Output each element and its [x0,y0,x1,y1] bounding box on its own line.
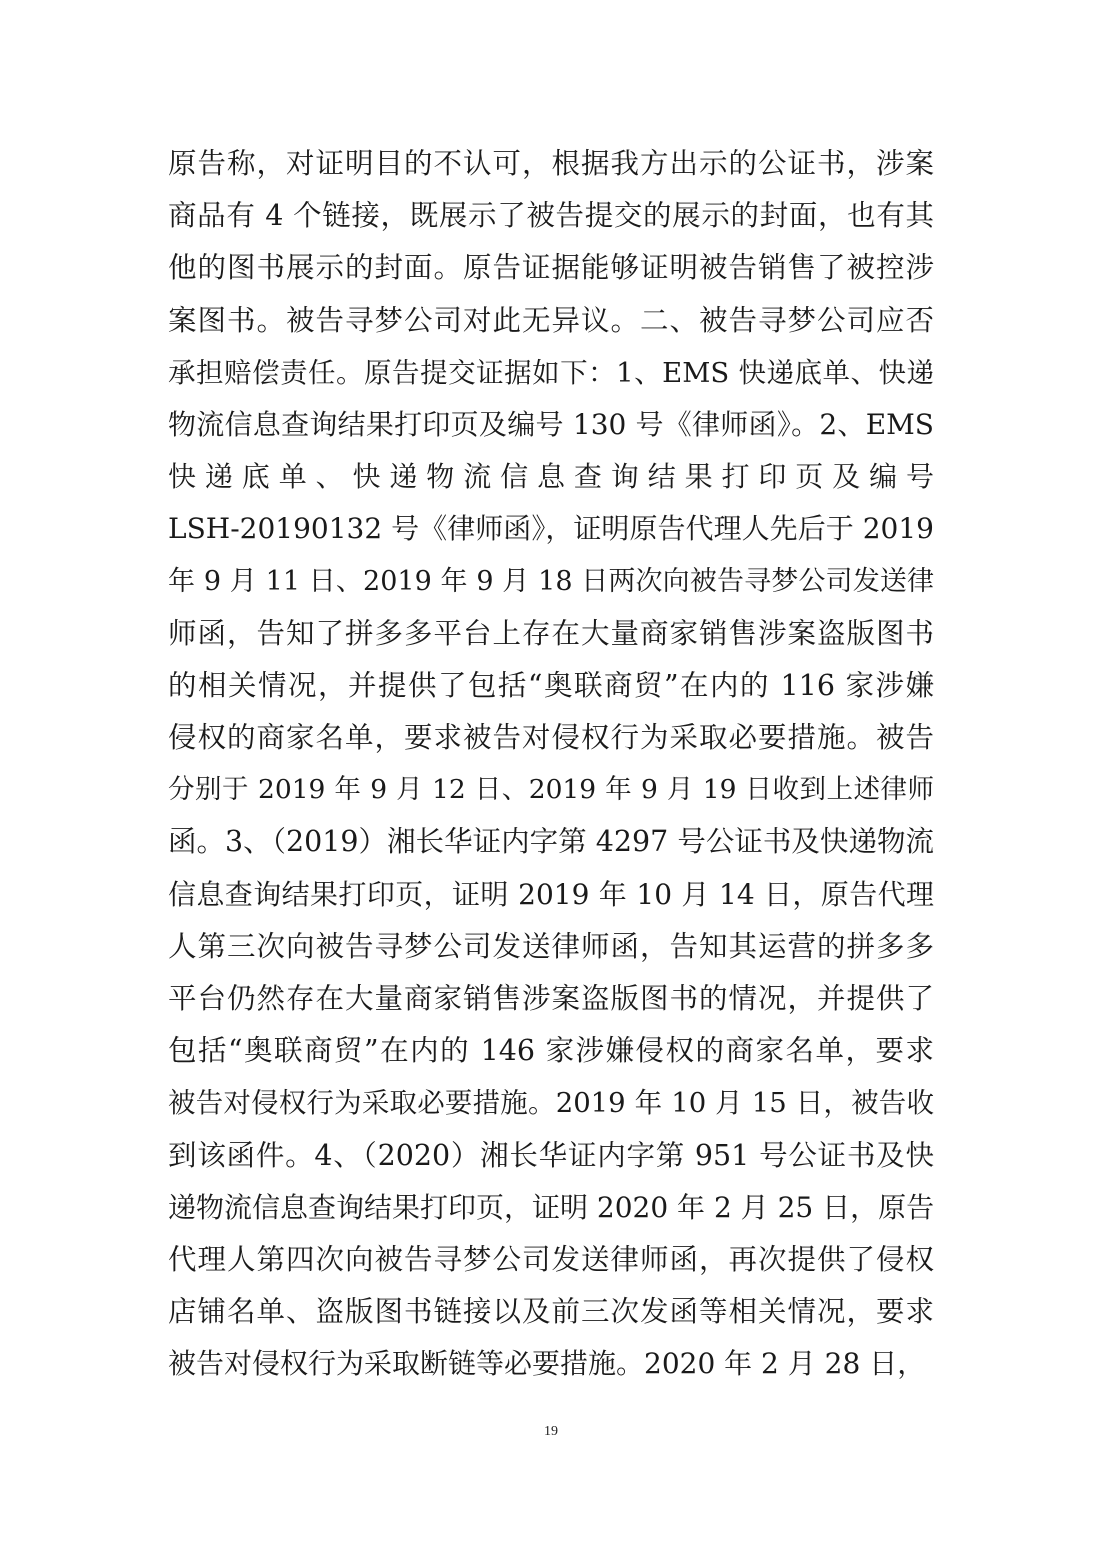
text-line: LSH-20190132 号《律师函》，证明原告代理人先后于 2019 [168,512,934,546]
text-line: 信息查询结果打印页，证明 2019 年 10 月 14 日，原告代理 [168,877,934,911]
text-line: 侵权的商家名单，要求被告对侵权行为采取必要措施。被告 [168,721,934,755]
text-line: 年 9 月 11 日、2019 年 9 月 18 日两次向被告寻梦公司发送律 [168,565,934,597]
text-line: 的相关情况，并提供了包括“奥联商贸”在内的 116 家涉嫌 [168,668,934,702]
text-line: 递物流信息查询结果打印页，证明 2020 年 2 月 25 日，原告 [168,1190,935,1224]
text-line: 被告对侵权行为采取断链等必要措施。2020 年 2 月 28 日， [168,1347,926,1381]
text-line: 店铺名单、盗版图书链接以及前三次发函等相关情况，要求 [168,1295,934,1329]
text-line: 师函，告知了拼多多平台上存在大量商家销售涉案盗版图书 [168,616,934,650]
text-line: 物流信息查询结果打印页及编号 130 号《律师函》。2、EMS [168,407,934,441]
page-number: 19 [544,1424,558,1439]
text-line: 到该函件。4、（2020）湘长华证内字第 951 号公证书及快 [168,1138,934,1172]
text-line: 案图书。被告寻梦公司对此无异议。二、被告寻梦公司应否 [168,303,934,337]
text-line: 快 递 底 单 、 快 递 物 流 信 息 查 询 结 果 打 印 页 及 编 号 [168,460,935,494]
text-line: 他的图书展示的封面。原告证据能够证明被告销售了被控涉 [168,251,934,285]
text-line: 包括“奥联商贸”在内的 146 家涉嫌侵权的商家名单，要求 [168,1034,934,1068]
text-line: 被告对侵权行为采取必要措施。2019 年 10 月 15 日，被告收 [168,1087,934,1120]
text-line: 承担赔偿责任。原告提交证据如下：1、EMS 快递底单、快递 [168,356,934,389]
text-line: 原告称，对证明目的不认可，根据我方出示的公证书，涉案 [168,147,934,180]
text-line: 函。3、（2019）湘长华证内字第 4297 号公证书及快递物流 [168,825,934,859]
text-line: 人第三次向被告寻梦公司发送律师函，告知其运营的拼多多 [168,929,934,963]
text-line: 商品有 4 个链接，既展示了被告提交的展示的封面，也有其 [168,199,934,233]
text-line: 分别于 2019 年 9 月 12 日、2019 年 9 月 19 日收到上述律师 [168,774,934,806]
body-paragraph [168,138,934,1391]
text-line: 平台仍然存在大量商家销售涉案盗版图书的情况，并提供了 [168,982,934,1015]
text-line: 代理人第四次向被告寻梦公司发送律师函，再次提供了侵权 [168,1242,934,1276]
